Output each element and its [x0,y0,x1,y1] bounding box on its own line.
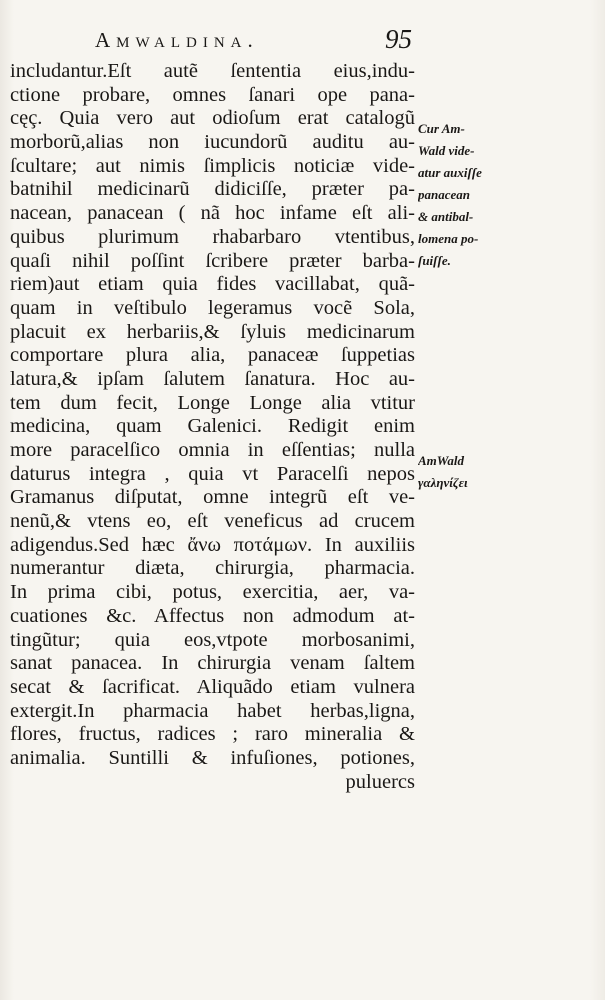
text-line: morborũ,alias non iucundorũ auditu au- [10,131,415,154]
text-line: quibus plurimum rhabarbaro vtentibus, [10,225,415,248]
text-line: more paracelſico omnia in eſſentias; nulla [10,439,415,461]
text-line: Gramanus diſputat, omne integrũ eſt ve- [10,486,415,509]
text-line: riem)aut etiam quia fides vacillabat, quã- [10,273,415,296]
text-line: animalia. Suntilli & infuſiones, potiones, [10,746,415,769]
text-line: quam in veſtibulo legeramus vocẽ Sola, [10,296,415,319]
text-line: placuit ex herbariis,& ſyluis medicinarum [10,320,415,343]
running-title: Amwaldina. [95,28,259,52]
body-text [10,60,415,794]
text-line: daturus integra , quia vt Paracelſi nepos [10,462,415,485]
text-line: batnihil medicinarũ didiciſſe, præter pa- [10,178,415,201]
text-line: adigendus.Sed hæc ἄνω ποτάμων. In auxiliis [10,533,415,556]
text-line: latura,& ipſam ſalutem ſanatura. Hoc au- [10,367,415,390]
text-line: extergit.In pharmacia habet herbas,ligna, [10,699,415,722]
text-line: numerantur diæta, chirurgia, pharmacia. [10,557,415,580]
margin-note-line: γαληνίζει [418,475,468,490]
margin-note-line: lomena po- [418,231,479,246]
text-line: cuationes &c. Affectus non admodum at- [10,604,415,627]
margin-note-line: Wald vide- [418,143,475,158]
text-line: nacean, panacean ( nã hoc infame eſt ali- [10,202,415,225]
text-line: quaſi nihil poſſint ſcribere præter barba- [10,249,415,272]
text-line: In prima cibi, potus, exercitia, aer, va- [10,581,415,604]
margin-note-line: Cur Am- [418,121,465,136]
text-line: sanat panacea. In chirurgia venam ſaltem [10,652,415,675]
text-line: ſcultare; aut nimis ſimplicis noticiæ vide- [10,154,415,177]
text-line: tem dum fecit, Longe Longe alia vtitur [10,391,415,414]
text-line: comportare plura alia, panaceæ ſuppetias [10,344,415,367]
catchword: puluercs [345,770,415,793]
text-line: secat & ſacrificat. Aliquãdo etiam vulnera [10,675,415,698]
text-line: medicina, quam Galenici. Redigit enim [10,415,415,438]
page-number: 95 [385,24,412,54]
margin-note-line: ſuiſſe. [418,253,451,268]
margin-note-line: panacean [418,187,470,202]
text-line: tingũtur; quia eos,vtpote morbosanimi, [10,628,415,651]
text-line: includantur.Eſt autẽ ſententia eius,indu- [10,60,415,82]
text-line: nenũ,& vtens eo, eſt veneficus ad crucem [10,510,415,533]
page-header [95,24,425,60]
margin-note-line: AmWald [418,453,464,468]
text-line: flores, fructus, radices ; raro mineralia & [10,723,415,746]
text-line: cęç. Quia vero aut odioſum erat catalogũ [10,107,415,130]
margin-note-cur-amwald [418,118,513,272]
margin-note-amwald-galenizei [418,450,513,494]
text-line: ctione probare, omnes ſanari ope pana- [10,83,415,106]
margin-note-line: & antibal- [418,209,474,224]
margin-note-line: atur auxiſſe [418,165,482,180]
